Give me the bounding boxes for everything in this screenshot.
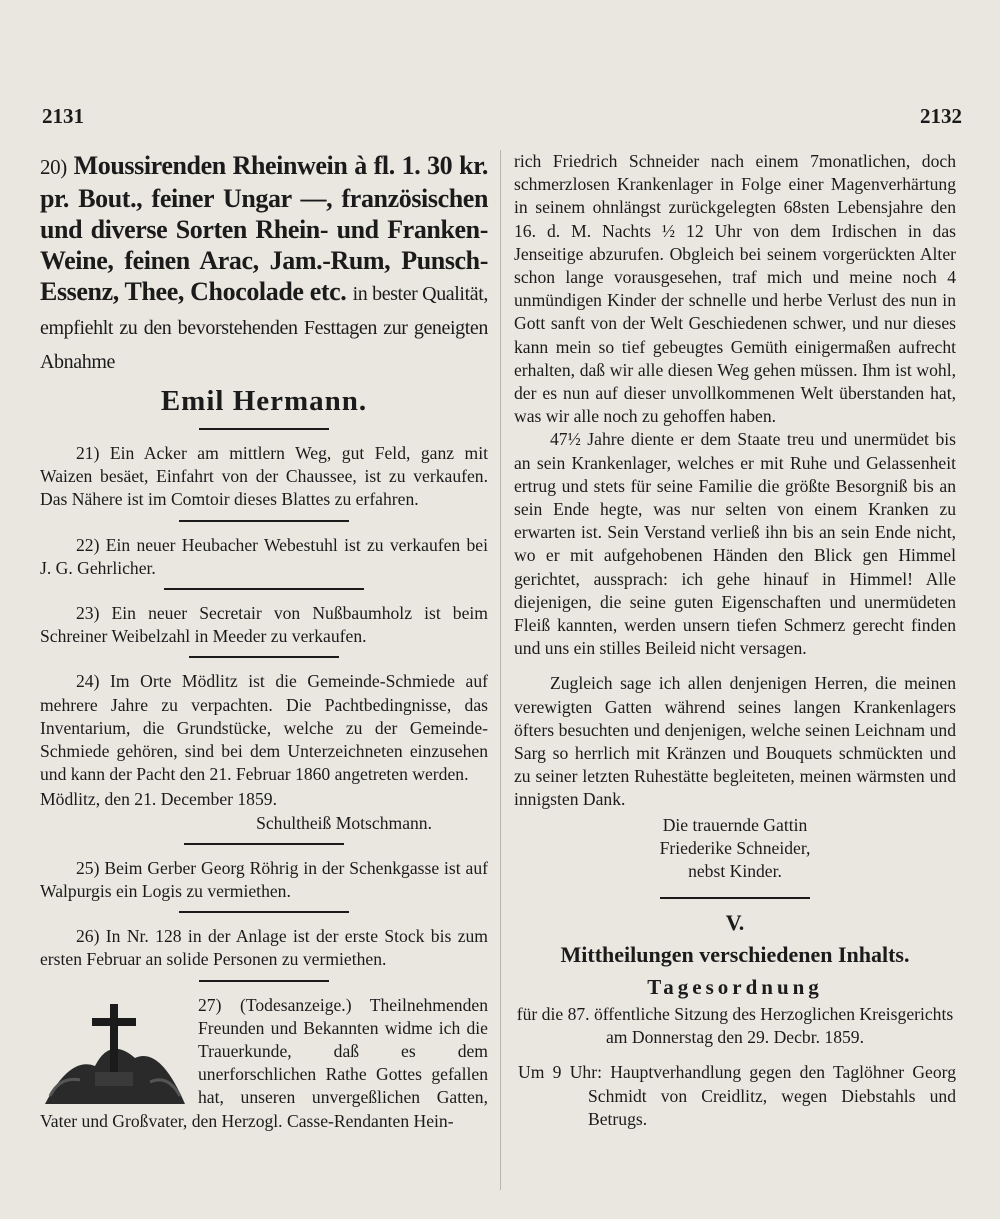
ad-27-continuation-p1: rich Friedrich Schneider nach einem 7monatlichen, doch schmerzlosen Krankenlager in Folge einer Magenverhärtung in seinem ohnlängst zurückgelegten 68sten Lebensjahre den 16. d. M. Nachts ½ 12 Uhr von dem Irdischen in das Jenseitige abzurufen. Obgleich bei seinem vorgerückten Alter schon lange vorausgesehen, traf mich und meine noch 4 unmündigen Kinder der schnelle und herbe Verlust des nun in Gott sanft von der Welt Geschiedenen schwer, und nur dieses kann mein so tief gebeugtes Gemüth einigermaßen aufrecht erhalten, daß wir alle diesen Weg gehen müssen. Ihm ist wohl, der es nun auf dieser unvollkommenen Welt überstanden hat, was wir alle noch zu gehoffen haben. [514, 151, 956, 427]
separator-rule [189, 656, 339, 658]
ad-24-signature: Schultheiß Motschmann. [256, 812, 432, 833]
right-column [514, 150, 956, 1131]
agenda-item: Um 9 Uhr: Hauptverhandlung gegen den Taglöhner Georg Schmidt von Creidlitz, wegen Diebstahls und Betrugs. [518, 1062, 956, 1129]
ad-26-floor: 26) In Nr. 128 in der Anlage ist der erste Stock bis zum ersten Februar an solide Personen zu vermiethen. [40, 926, 488, 970]
spacer [514, 660, 956, 672]
ad-20-number: 20) [40, 155, 67, 179]
ad-20-tail: in bester Qualität, empfiehlt zu den bevorstehenden Festtagen zur geneigten Abnahme [40, 283, 488, 373]
ad-25-lodging: 25) Beim Gerber Georg Röhrig in der Schenkgasse ist auf Walpurgis ein Logis zu vermiethen. [40, 857, 488, 902]
column-divider [500, 150, 501, 1190]
signature-line: Die trauernde Gattin [662, 814, 808, 835]
separator-rule [199, 980, 329, 982]
agenda-heading: Tagesordnung [647, 974, 823, 999]
ad-20-bold-text: Moussirenden Rheinwein à fl. 1. 30 kr. pr. Bout., feiner Ungar —, französischen und diverse Sorten Rhein- und Franken-Weine, feinen Arac, Jam.-Rum, Punsch-Essenz, Thee, Chocolade etc. [40, 151, 488, 306]
page-number-left: 2131 [42, 104, 84, 128]
left-column [40, 150, 488, 1133]
separator-rule [164, 588, 364, 590]
ad-27-death-notice [40, 994, 488, 1133]
grave-cross-icon [40, 996, 190, 1108]
ad-27-text-start: 27) (Todesanzeige.) Theilnehmenden Freunden und Bekannten widme ich die Trauerkunde, daß es dem unerforschlichen Rathe Gottes gefallen hat, unseren unvergeßlichen Gatten, Vater und Großvater, den Herzogl. Casse-Rendanten Hein- [40, 994, 488, 1131]
section-title: Mittheilungen verschiedenen Inhalts. [560, 941, 910, 967]
signature-line: Friederike Schneider, [659, 837, 811, 858]
separator-rule [179, 911, 349, 913]
separator-rule [199, 428, 329, 430]
ad-20-signature: Emil Hermann. [160, 385, 368, 417]
section-numeral: V. [725, 910, 745, 936]
ad-23-secretair: 23) Ein neuer Secretair von Nußbaumholz ist beim Schreiner Weibelzahl in Meeder zu verkaufen. [40, 603, 488, 647]
ad-22-loom: 22) Ein neuer Heubacher Webestuhl ist zu verkaufen bei J. G. Gehrlicher. [40, 534, 488, 578]
ad-27-signature [514, 814, 956, 884]
page-number-right: 2132 [920, 104, 962, 128]
separator-rule [179, 520, 349, 522]
ad-24-place-date: Mödlitz, den 21. December 1859. [40, 789, 277, 810]
ad-21-field: 21) Ein Acker am mittlern Weg, gut Feld, ganz mit Waizen besäet, Einfahrt von der Chaussee, ist zu verkaufen. Das Nähere ist im Comtoir dieses Blattes zu erfahren. [40, 443, 488, 510]
separator-rule [184, 843, 344, 845]
agenda-text: für die 87. öffentliche Sitzung des Herzoglichen Kreisgerichts am Donnerstag den 29. Decbr. 1859. [516, 1003, 954, 1048]
signature-line: nebst Kinder. [688, 861, 782, 882]
ad-27-continuation-p2: 47½ Jahre diente er dem Staate treu und unermüdet bis an sein Krankenlager, welches er mit Ruhe und Gelassenheit ertrug und stets für seine Familie die größte Besorgniß bis an sein Ende hegte, was nur selten von einem Kranken zu erwarten ist. Sein Verstand verließ ihn bis an sein Ende nicht, wo er mit aufgehobenen Händen den Blick gen Himmel gerichtet, aussprach: ich gehe hinauf in Himmel! Alle diejenigen, die seine guten Eigenschaften und unermüdeten Fleiß kannten, werden unsern tiefen Schmerz gerecht finden und uns ein stilles Beileid nicht versagen. [514, 429, 956, 659]
spacer [514, 1049, 956, 1061]
ad-20-wine [40, 150, 488, 378]
ad-24-smithy: 24) Im Orte Mödlitz ist die Gemeinde-Schmiede auf mehrere Jahre zu verpachten. Die Pachtbedingnisse, das Inventarium, die Grundstücke, welche zu der Gemeinde-Schmiede gehören, sind bei dem Unterzeichneten einzusehen und kann der Pacht den 21. Februar 1860 angetreten werden. [40, 671, 488, 785]
separator-rule [660, 897, 810, 899]
ad-27-continuation-p3: Zugleich sage ich allen denjenigen Herren, die meinen verewigten Gatten während seines langen Krankenlagers öfters besuchten und denjenigen, welche seinen Leichnam und Sarg so herrlich mit Kränzen und Bouquets schmückten und zu seiner letzten Ruhestätte begleiteten, meinen wärmsten und innigsten Dank. [514, 673, 956, 810]
